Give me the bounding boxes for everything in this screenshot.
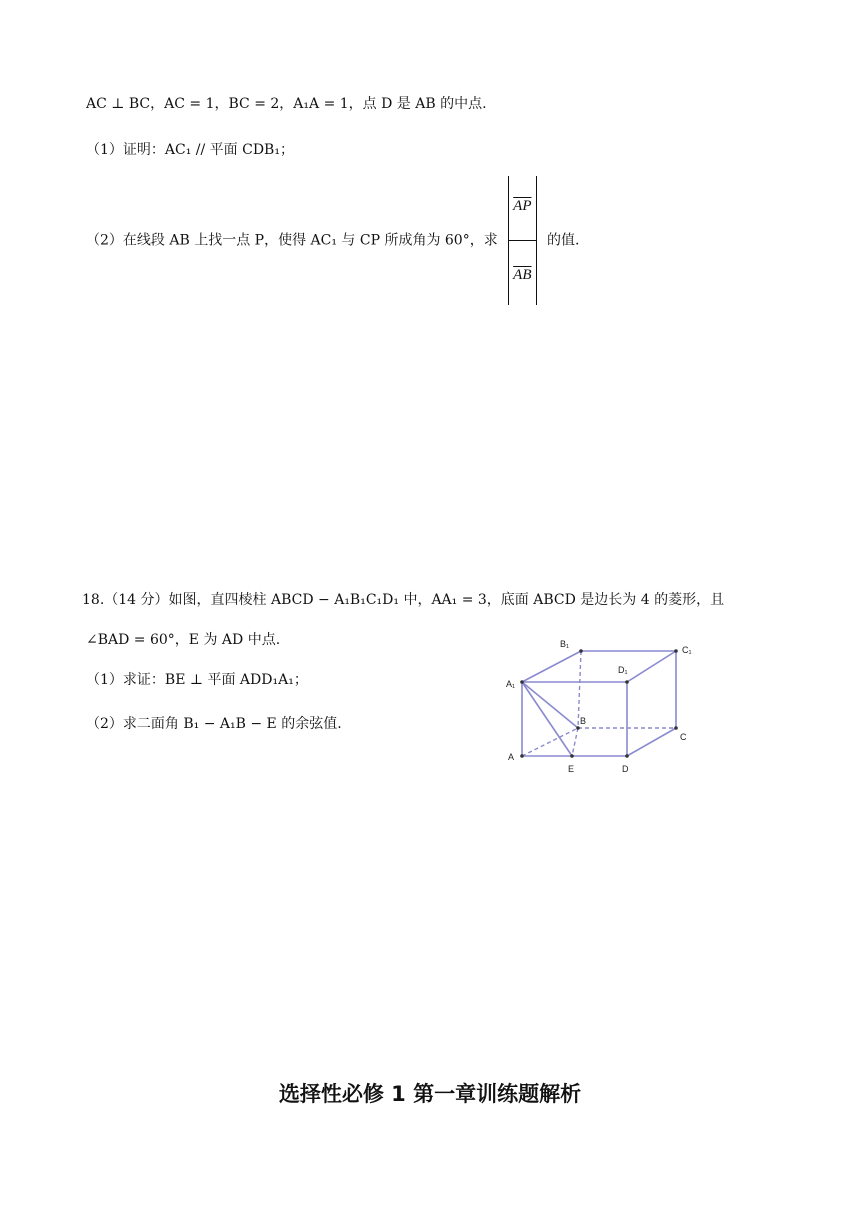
label-E: E [568,764,575,774]
edge-BE [572,728,578,756]
q18-statement-line2: ∠BAD = 60°，E 为 AD 中点. [86,632,281,648]
edge-DC [627,728,676,756]
edge-A1E [522,682,572,756]
q17-ratio-fraction [508,176,536,305]
fraction-denominator: AB [508,241,536,305]
edge-A1B [522,682,578,728]
label-B1: B₁ [560,639,570,649]
q18-statement-line1: 18.（14 分）如图，直四棱柱 ABCD − A₁B₁C₁D₁ 中，AA₁ = 3，底面 ABCD 是边长为 4 的菱形，且 [82,592,725,608]
label-D: D [622,764,629,774]
label-A1: A₁ [506,679,516,689]
q17-part2-tail: 的值. [546,232,580,249]
q18-part2: （2）求二面角 B₁ − A₁B − E 的余弦值. [86,716,342,732]
label-A: A [508,752,515,762]
q17-part2-text: （2）在线段 AB 上找一点 P，使得 AC₁ 与 CP 所成角为 60°，求 [86,232,498,249]
fraction-numerator: $\overline{AP}$ [508,176,536,241]
q17-part2 [86,176,579,305]
q18-part1: （1）求证：BE ⊥ 平面 ADD₁A₁； [86,672,308,688]
edge-C1D1 [627,651,676,682]
prism-hidden-edges [522,651,676,756]
prism-figure [500,630,710,780]
q17-condition: AC ⊥ BC，AC = 1，BC = 2，A₁A = 1，点 D 是 AB 的中点. [86,96,487,112]
label-B: B [580,716,587,726]
label-D1: D₁ [618,665,628,675]
prism-solid-edges [522,651,676,756]
section-title: 选择性必修 1 第一章训练题解析 [278,1082,582,1106]
edge-A1B1 [522,651,581,682]
q17-part1: （1）证明：AC₁ // 平面 CDB₁； [86,142,294,158]
label-C1: C₁ [682,645,692,655]
label-C: C [680,732,687,742]
